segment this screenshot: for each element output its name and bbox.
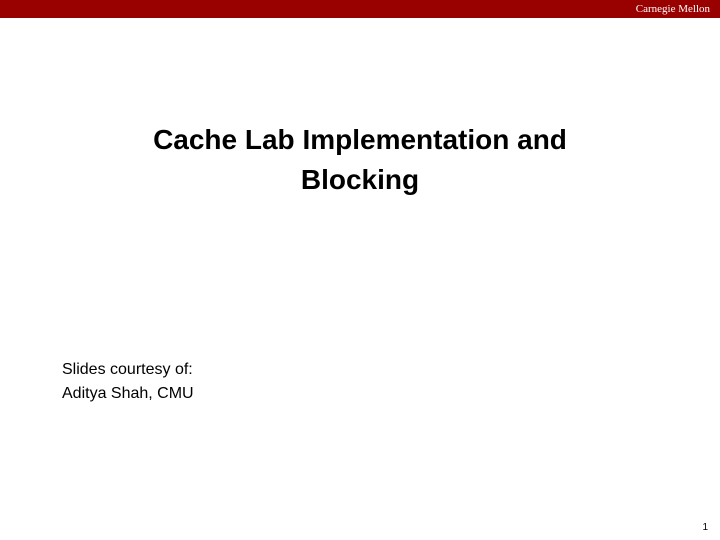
credits-author: Aditya Shah, CMU — [62, 385, 194, 402]
brand-label: Carnegie Mellon — [635, 3, 710, 15]
header-bar — [0, 0, 720, 18]
credits-block — [62, 358, 194, 406]
slide-title — [60, 120, 660, 200]
page-number: 1 — [702, 522, 708, 533]
slide-title-line-1: Cache Lab Implementation and — [153, 124, 567, 155]
credits-heading: Slides courtesy of: — [62, 361, 193, 378]
slide-title-line-2: Blocking — [300, 164, 420, 195]
